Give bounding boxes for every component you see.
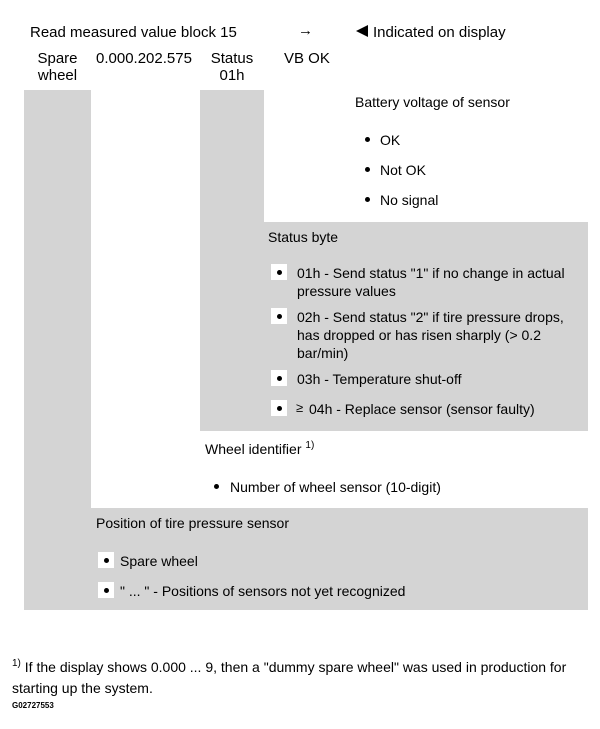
header-title: Read measured value block 15	[30, 24, 237, 41]
footnote-marker: 1)	[12, 658, 21, 669]
bullet-icon	[365, 137, 370, 142]
battery-title: Battery voltage of sensor	[355, 94, 510, 110]
bullet-icon	[365, 167, 370, 172]
bullet-icon	[214, 484, 219, 489]
status-item-02h: 02h - Send status "2" if tire pressure drops, has dropped or has risen sharply (> 0.2 bar/min)	[297, 309, 564, 361]
graphic-code: G02727553	[12, 701, 54, 710]
battery-item-no-signal: No signal	[380, 192, 439, 208]
col-spare-wheel-line1: Spare	[37, 50, 78, 67]
col-status-line2: 01h	[219, 67, 245, 84]
bullet-box-icon	[271, 308, 287, 324]
ge-symbol: ≥	[296, 400, 304, 415]
status-item-01h: 01h - Send status "1" if no change in actual pressure values	[297, 265, 565, 299]
col-spare-wheel-line2: wheel	[37, 67, 78, 84]
bullet-box-icon	[98, 552, 114, 568]
wheel-identifier-label: Wheel identifier	[205, 441, 302, 457]
header-arrow: →	[298, 22, 313, 39]
position-item-not-recognized: " ... " - Positions of sensors not yet recognized	[120, 583, 406, 599]
footnote	[12, 658, 592, 697]
bullet-box-icon	[271, 370, 287, 386]
footnote-text: If the display shows 0.000 ... 9, then a "dummy spare wheel" was used in production for starting up the system.	[12, 659, 567, 696]
battery-item-ok: OK	[380, 132, 401, 148]
wheel-identifier-item: Number of wheel sensor (10-digit)	[230, 479, 441, 495]
battery-item-not-ok: Not OK	[380, 162, 426, 178]
col-sensor-number: 0.000.202.575	[96, 50, 192, 67]
status-byte-title: Status byte	[268, 229, 339, 245]
bullet-icon	[365, 197, 370, 202]
status-item-04h: 04h - Replace sensor (sensor faulty)	[309, 401, 535, 417]
position-item-spare-wheel: Spare wheel	[120, 553, 198, 569]
bullet-box-icon	[271, 264, 287, 280]
position-title: Position of tire pressure sensor	[96, 515, 289, 531]
bullet-box-icon	[271, 400, 287, 416]
indicator-triangle-icon	[356, 25, 368, 37]
wheel-identifier-title	[205, 440, 314, 461]
col-vb-ok: VB OK	[284, 50, 330, 67]
status-item-03h: 03h - Temperature shut-off	[297, 371, 462, 387]
col-status-line1: Status	[210, 50, 254, 67]
wheel-identifier-footnote-ref: 1)	[305, 440, 315, 451]
bullet-box-icon	[98, 582, 114, 598]
indicated-label: Indicated on display	[373, 24, 506, 41]
